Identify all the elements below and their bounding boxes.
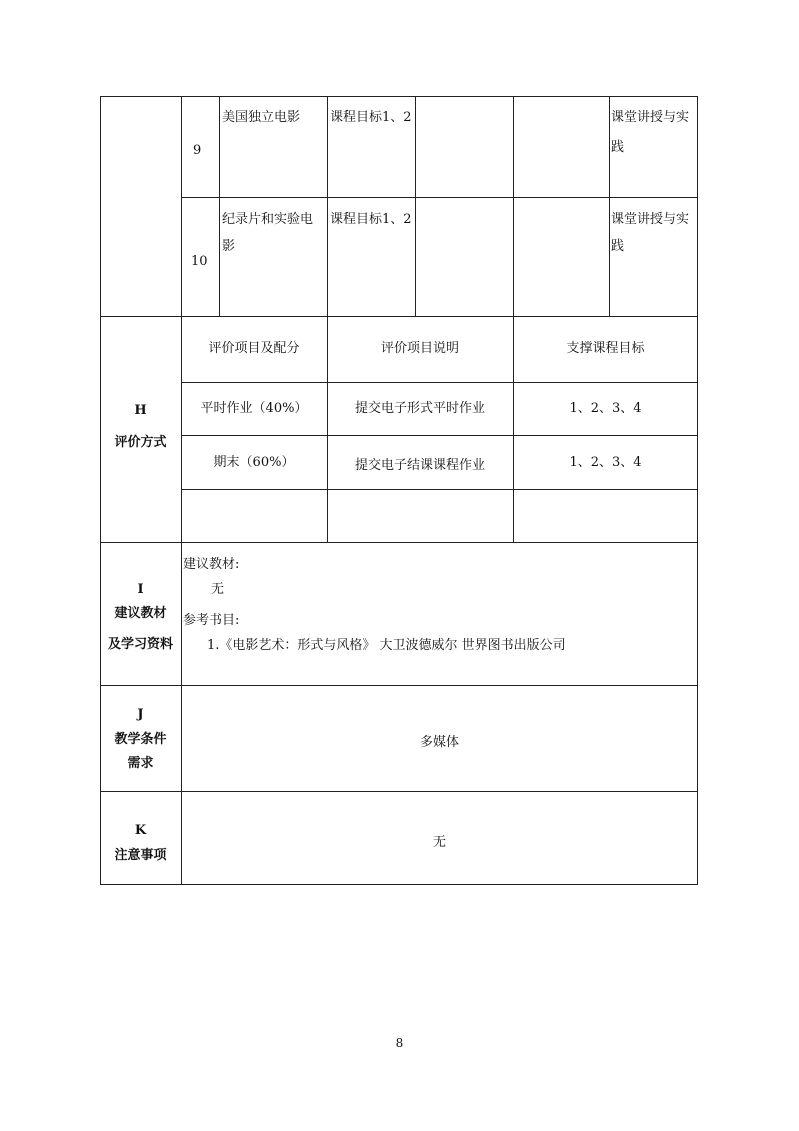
method-cell-line2: 践 bbox=[611, 239, 625, 254]
conditions-value: 多媒体 bbox=[419, 735, 459, 750]
row-divider bbox=[181, 435, 698, 436]
page-number: 8 bbox=[395, 1036, 404, 1050]
section-letter: H bbox=[134, 403, 147, 418]
column-divider bbox=[415, 96, 416, 316]
section-title-line2: 需求 bbox=[127, 756, 154, 771]
section-letter: I bbox=[137, 582, 144, 597]
row-divider bbox=[181, 489, 698, 490]
textbook-value: 无 bbox=[211, 582, 225, 597]
reference-item: 1.《电影艺术：形式与风格》 大卫波德威尔 世界图书出版公司 bbox=[207, 638, 566, 653]
method-cell-line2: 践 bbox=[611, 140, 625, 155]
eval-header: 评价项目及配分 bbox=[208, 341, 300, 356]
eval-item: 平时作业（40%） bbox=[200, 401, 308, 416]
eval-header: 支撑课程目标 bbox=[566, 341, 645, 356]
eval-desc: 提交电子形式平时作业 bbox=[354, 401, 485, 416]
method-cell: 课堂讲授与实 bbox=[611, 212, 690, 227]
section-title-line2: 及学习资料 bbox=[107, 637, 173, 652]
section-letter: J bbox=[137, 707, 144, 722]
eval-item: 期末（60%） bbox=[213, 455, 295, 470]
section-title: 注意事项 bbox=[114, 848, 167, 863]
row-divider bbox=[100, 542, 698, 543]
method-cell: 课堂讲授与实 bbox=[611, 110, 690, 125]
column-divider bbox=[609, 96, 610, 316]
row-number: 9 bbox=[193, 143, 202, 158]
eval-header: 评价项目说明 bbox=[380, 341, 459, 356]
eval-goals: 1、2、3、4 bbox=[569, 401, 642, 416]
goal-cell: 课程目标1、2 bbox=[330, 212, 412, 227]
row-number: 10 bbox=[191, 254, 208, 269]
row-divider bbox=[100, 685, 698, 686]
section-title: 教学条件 bbox=[114, 732, 167, 747]
row-divider bbox=[100, 791, 698, 792]
section-letter: K bbox=[134, 823, 147, 838]
row-divider bbox=[181, 382, 698, 383]
section-title: 建议教材 bbox=[114, 606, 167, 621]
textbook-label: 建议教材: bbox=[183, 557, 240, 572]
notes-value: 无 bbox=[432, 835, 446, 850]
eval-goals: 1、2、3、4 bbox=[569, 455, 642, 470]
eval-desc: 提交电子结课课程作业 bbox=[354, 458, 485, 473]
row-divider bbox=[181, 197, 698, 198]
section-title: 评价方式 bbox=[114, 435, 167, 450]
column-divider bbox=[513, 96, 514, 542]
row-divider bbox=[100, 316, 698, 317]
topic-cell: 纪录片和实验电 bbox=[222, 212, 314, 227]
topic-cell: 美国独立电影 bbox=[222, 110, 301, 125]
column-divider bbox=[219, 96, 220, 316]
goal-cell: 课程目标1、2 bbox=[330, 110, 412, 125]
reference-label: 参考书目: bbox=[183, 613, 240, 628]
column-divider bbox=[181, 96, 182, 885]
topic-cell-line2: 影 bbox=[222, 239, 236, 254]
